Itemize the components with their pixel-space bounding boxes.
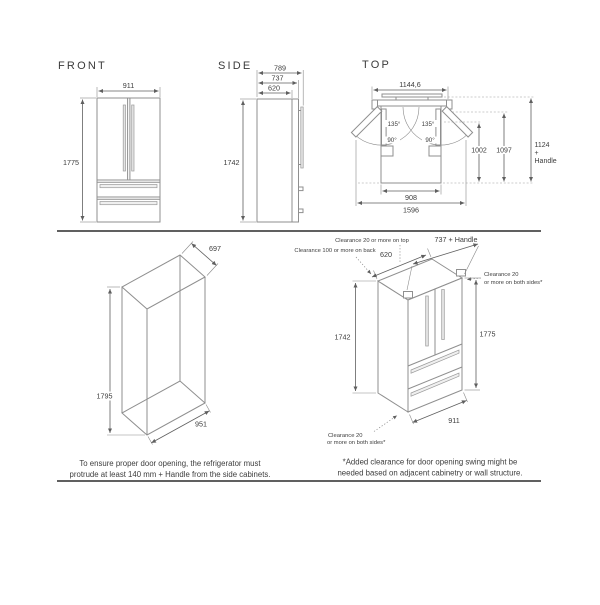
side-height-dim: 1742 [223,158,240,167]
side-handle-profile [301,107,303,168]
side-depth-body-dim: 620 [268,83,280,93]
front-width-dim: 911 [122,81,135,90]
fridge-iso-side-face [378,281,408,412]
niche-caption-line2: protrude at least 140 mm + Handle from the side cabinets. [69,470,271,479]
closed-doors-bar [374,100,450,106]
drawer-handle-profile [299,187,304,191]
door-handle-left [426,296,429,346]
side-view [218,60,303,222]
side-view-title: SIDE [218,60,253,72]
extension-line [148,437,153,445]
clearance-width-dim: 911 [448,416,460,425]
niche-bottom-face [122,381,205,435]
top-depth-135-dim: 1097 [496,147,512,155]
hinge-notch-left [381,146,393,156]
extension-line [428,249,432,258]
drawer-handle-upper [100,185,157,188]
extension-line [182,242,193,254]
clearance-depth-handle-dim: 737 + Handle [434,235,478,244]
niche-diagram [70,242,271,480]
top-max-width-dim: 1596 [403,205,419,215]
top-depth-max-handle: Handle [534,158,557,165]
clearance-left-label-2: or more on both sides* [327,440,386,446]
top-body-width-dim: 908 [405,193,417,202]
clearance-depth-body-dim: 620 [380,250,392,259]
hinge-notch-right [429,146,441,156]
clearance-caption-line2: needed based on adjacent cabinetry or wall structure. [337,468,523,478]
hinge-cap-right [457,270,466,277]
fridge-top-body [381,106,441,183]
handle-bar-top [382,94,442,97]
angle-135-right: 135° [421,121,435,128]
niche-height-dim: 1795 [96,391,113,401]
niche-depth-dim: 697 [209,244,221,253]
drawer-handle-profile [299,209,304,213]
angle-135-left: 135° [387,121,401,128]
clearance-caption-line1: *Added clearance for door opening swing might be [342,457,518,467]
fridge-side-door [292,99,299,222]
side-depth-door-dim: 737 [271,73,284,83]
clearance-back-leader [356,257,371,274]
clearance-right-label-1: Clearance 20 [484,272,519,278]
front-view [58,60,160,222]
drawer-handle-lower [100,202,157,205]
clearance-left-leader [374,416,397,432]
hinge-cap-left [404,292,413,299]
clearance-height-body-dim: 1742 [334,332,351,342]
top-open-width-dim: 1144,6 [399,80,421,89]
extension-line [465,246,479,274]
clearance-top-label: Clearance 20 or more on top [335,238,409,244]
dimension-line-737-handle [413,244,478,264]
door-handle-right [442,290,445,340]
fridge-side-body [257,99,292,222]
clearance-diagram [294,235,543,478]
angle-90-right: 90° [425,137,435,144]
top-depth-max-dim: 1124 [534,142,550,149]
door-handle-right [132,105,134,171]
clearance-right-label-2: or more on both sides* [484,280,543,286]
top-depth-90-dim: 1002 [471,147,487,155]
niche-width-dim: 951 [195,419,207,429]
door-handle-left [123,105,125,171]
clearance-back-label: Clearance 100 or more on back [294,248,376,254]
niche-top-face [122,255,205,309]
top-view-title: TOP [362,59,392,71]
door-open-135-left [351,107,381,137]
clearance-height-total-dim: 1775 [479,329,496,339]
top-view [351,59,556,215]
niche-caption-line1: To ensure proper door opening, the refrigerator must [79,459,261,468]
side-depth-handle-dim: 789 [274,63,286,73]
clearance-left-label-1: Clearance 20 [328,433,363,439]
front-height-dim: 1775 [63,158,79,167]
angle-90-left: 90° [387,137,397,144]
top-depth-max-plus: + [534,150,539,157]
front-view-title: FRONT [58,60,107,72]
